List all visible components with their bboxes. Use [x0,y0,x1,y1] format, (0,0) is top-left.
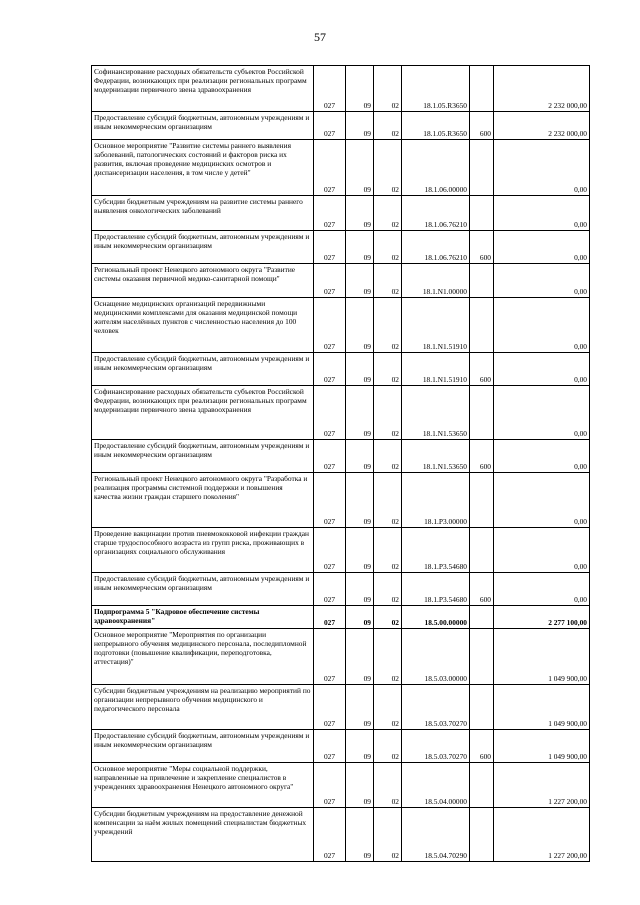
cell-section: 09 [346,386,374,440]
cell-amount: 0,00 [494,140,590,196]
cell-expense-type [470,196,494,231]
cell-grbs: 027 [314,763,346,808]
cell-expense-type: 600 [470,440,494,473]
cell-expense-type: 600 [470,730,494,763]
cell-expense-type [470,808,494,862]
cell-target-article: 18.1.N1.51910 [402,298,470,353]
cell-amount: 0,00 [494,196,590,231]
cell-section: 09 [346,66,374,112]
cell-subsection: 02 [374,112,402,140]
cell-target-article: 18.5.03.00000 [402,629,470,685]
cell-grbs: 027 [314,353,346,386]
cell-amount: 2 232 000,00 [494,66,590,112]
cell-amount: 0,00 [494,528,590,573]
cell-target-article: 18.1.06.76210 [402,231,470,264]
table-row [92,629,590,685]
cell-name: Субсидии бюджетным учреждениям на реализацию мероприятий по организации непрерывного обучения медицинского и педагогического персонала [92,685,314,730]
table-row [92,264,590,298]
table-row [92,112,590,140]
table-row [92,685,590,730]
cell-expense-type [470,528,494,573]
cell-subsection: 02 [374,763,402,808]
table-row [92,763,590,808]
cell-subsection: 02 [374,629,402,685]
cell-grbs: 027 [314,606,346,629]
table-row [92,231,590,264]
cell-target-article: 18.1.N1.00000 [402,264,470,298]
cell-grbs: 027 [314,298,346,353]
cell-amount: 1 227 200,00 [494,808,590,862]
cell-grbs: 027 [314,440,346,473]
cell-subsection: 02 [374,685,402,730]
cell-target-article: 18.1.N1.53650 [402,440,470,473]
cell-subsection: 02 [374,298,402,353]
cell-expense-type [470,763,494,808]
cell-name: Основное мероприятие "Мероприятия по организации непрерывного обучения медицинского персонала, последипломной подготовки (повышение квалификации, переподготовка, аттестация)" [92,629,314,685]
cell-name: Предоставление субсидий бюджетным, автономным учреждениям и иным некоммерческим организациям [92,573,314,606]
table-row [92,196,590,231]
cell-expense-type: 600 [470,353,494,386]
cell-subsection: 02 [374,808,402,862]
cell-target-article: 18.5.03.70270 [402,685,470,730]
cell-expense-type [470,66,494,112]
cell-grbs: 027 [314,573,346,606]
cell-subsection: 02 [374,528,402,573]
cell-target-article: 18.5.03.70270 [402,730,470,763]
table-row [92,808,590,862]
table-row [92,473,590,528]
cell-section: 09 [346,730,374,763]
cell-expense-type [470,298,494,353]
cell-subsection: 02 [374,386,402,440]
cell-subsection: 02 [374,573,402,606]
cell-amount: 1 049 900,00 [494,730,590,763]
table-row [92,528,590,573]
cell-name: Региональный проект Ненецкого автономного округа "Разработка и реализация программы системной поддержки и повышения качества жизни граждан старшего поколения" [92,473,314,528]
cell-amount: 0,00 [494,573,590,606]
cell-expense-type: 600 [470,573,494,606]
table-row [92,606,590,629]
cell-amount: 1 227 200,00 [494,763,590,808]
cell-amount: 1 049 900,00 [494,629,590,685]
cell-amount: 0,00 [494,440,590,473]
cell-grbs: 027 [314,231,346,264]
cell-expense-type [470,629,494,685]
table-row [92,353,590,386]
cell-amount: 0,00 [494,473,590,528]
cell-section: 09 [346,231,374,264]
cell-grbs: 027 [314,808,346,862]
cell-grbs: 027 [314,685,346,730]
cell-name: Софинансирование расходных обязательств субъектов Российской Федерации, возникающих при реализации региональных программ модернизации первичного звена здравоохранения [92,386,314,440]
cell-amount: 0,00 [494,264,590,298]
table-row [92,573,590,606]
table-row [92,386,590,440]
cell-section: 09 [346,196,374,231]
cell-name: Предоставление субсидий бюджетным, автономным учреждениям и иным некоммерческим организациям [92,231,314,264]
cell-name: Региональный проект Ненецкого автономного округа "Развитие системы оказания первичной медико-санитарной помощи" [92,264,314,298]
cell-grbs: 027 [314,140,346,196]
cell-amount: 0,00 [494,353,590,386]
cell-name: Основное мероприятие "Меры социальной поддержки, направленные на привлечение и закрепление специалистов в учреждениях здравоохранения Ненецкого автономного округа" [92,763,314,808]
cell-amount: 1 049 900,00 [494,685,590,730]
cell-subsection: 02 [374,473,402,528]
cell-section: 09 [346,808,374,862]
cell-amount: 2 277 100,00 [494,606,590,629]
cell-amount: 0,00 [494,231,590,264]
cell-name: Предоставление субсидий бюджетным, автономным учреждениям и иным некоммерческим организациям [92,730,314,763]
cell-expense-type [470,386,494,440]
cell-target-article: 18.5.00.00000 [402,606,470,629]
cell-expense-type [470,264,494,298]
cell-grbs: 027 [314,112,346,140]
cell-target-article: 18.1.05.R3650 [402,112,470,140]
cell-subsection: 02 [374,730,402,763]
cell-subsection: 02 [374,140,402,196]
cell-section: 09 [346,606,374,629]
table-row [92,440,590,473]
cell-expense-type [470,685,494,730]
cell-section: 09 [346,140,374,196]
cell-name: Предоставление субсидий бюджетным, автономным учреждениям и иным некоммерческим организациям [92,353,314,386]
budget-table [91,65,590,862]
cell-subsection: 02 [374,66,402,112]
cell-section: 09 [346,440,374,473]
cell-section: 09 [346,473,374,528]
cell-target-article: 18.1.P3.54680 [402,573,470,606]
cell-section: 09 [346,298,374,353]
cell-amount: 0,00 [494,386,590,440]
cell-subsection: 02 [374,264,402,298]
cell-target-article: 18.1.N1.53650 [402,386,470,440]
cell-section: 09 [346,528,374,573]
cell-target-article: 18.1.06.00000 [402,140,470,196]
cell-section: 09 [346,763,374,808]
cell-grbs: 027 [314,264,346,298]
cell-name: Подпрограмма 5 "Кадровое обеспечение системы здравоохранения" [92,606,314,629]
cell-subsection: 02 [374,196,402,231]
cell-amount: 0,00 [494,298,590,353]
table-body [92,66,590,862]
cell-name: Основное мероприятие "Развитие системы раннего выявления заболеваний, патологических состояний и факторов риска их развития, включая проведение медицинских осмотров и диспансеризации населения, в том числе у детей" [92,140,314,196]
cell-name: Субсидии бюджетным учреждениям на развитие системы раннего выявления онкологических заболеваний [92,196,314,231]
cell-subsection: 02 [374,353,402,386]
cell-grbs: 027 [314,528,346,573]
cell-name: Предоставление субсидий бюджетным, автономным учреждениям и иным некоммерческим организациям [92,112,314,140]
table-row [92,298,590,353]
cell-subsection: 02 [374,606,402,629]
cell-name: Предоставление субсидий бюджетным, автономным учреждениям и иным некоммерческим организациям [92,440,314,473]
cell-section: 09 [346,353,374,386]
table-row [92,140,590,196]
cell-section: 09 [346,573,374,606]
cell-name: Оснащение медицинских организаций передвижными медицинскими комплексами для оказания медицинской помощи жителям населённых пунктов с численностью населения до 100 человек [92,298,314,353]
cell-grbs: 027 [314,629,346,685]
cell-amount: 2 232 000,00 [494,112,590,140]
cell-target-article: 18.1.05.R3650 [402,66,470,112]
cell-grbs: 027 [314,196,346,231]
cell-expense-type [470,140,494,196]
cell-target-article: 18.5.04.00000 [402,763,470,808]
cell-name: Софинансирование расходных обязательств субъектов Российской Федерации, возникающих при реализации региональных программ модернизации первичного звена здравоохранения [92,66,314,112]
cell-target-article: 18.1.P3.54680 [402,528,470,573]
cell-subsection: 02 [374,440,402,473]
cell-section: 09 [346,112,374,140]
cell-target-article: 18.1.P3.00000 [402,473,470,528]
cell-subsection: 02 [374,231,402,264]
cell-section: 09 [346,629,374,685]
cell-grbs: 027 [314,473,346,528]
cell-target-article: 18.1.N1.51910 [402,353,470,386]
cell-section: 09 [346,264,374,298]
table-row [92,66,590,112]
page-number: 57 [314,30,326,44]
cell-name: Субсидии бюджетным учреждениям на предоставление денежной компенсации за наём жилых помещений специалистам бюджетных учреждений [92,808,314,862]
cell-name: Проведение вакцинации против пневмококковой инфекции граждан старше трудоспособного возраста из групп риска, проживающих в организациях социального обслуживания [92,528,314,573]
cell-expense-type: 600 [470,231,494,264]
cell-grbs: 027 [314,386,346,440]
cell-expense-type [470,606,494,629]
table-row [92,730,590,763]
cell-grbs: 027 [314,730,346,763]
cell-grbs: 027 [314,66,346,112]
cell-expense-type [470,473,494,528]
cell-target-article: 18.5.04.70290 [402,808,470,862]
cell-section: 09 [346,685,374,730]
cell-expense-type: 600 [470,112,494,140]
cell-target-article: 18.1.06.76210 [402,196,470,231]
